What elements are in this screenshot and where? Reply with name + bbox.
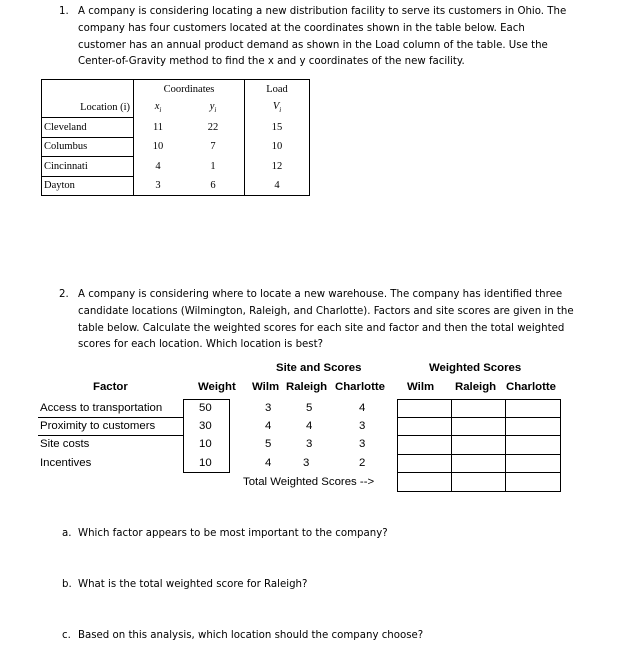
table-row-location: Cincinnati — [42, 157, 134, 177]
cell-x: 10 — [134, 137, 183, 157]
wilm-score: 4 — [265, 420, 272, 432]
cell-load: 10 — [245, 137, 310, 157]
cell-load: 15 — [245, 118, 310, 138]
weight-bottom-line — [183, 472, 230, 473]
factor-row-divider — [38, 417, 183, 418]
cell-x: 3 — [134, 176, 183, 196]
cell-x: 11 — [134, 118, 183, 138]
q1-line: customer has an annual product demand as shown in the Load column of the table. Use the — [78, 39, 548, 51]
subq-c-text: Based on this analysis, which location should the company choose? — [78, 630, 424, 641]
cell-y: 1 — [210, 160, 216, 172]
q1-text — [78, 4, 566, 71]
customer-table — [41, 79, 310, 196]
weighted-scores-header: Weighted Scores — [429, 362, 522, 374]
weighted-wilm-header: Wilm — [407, 381, 435, 393]
raleigh-score: 4 — [306, 420, 313, 432]
total-weighted-label: Total Weighted Scores --> — [243, 476, 375, 488]
raleigh-score: 3 — [306, 438, 313, 450]
q1-number: 1. — [59, 6, 69, 17]
wilm-header: Wilm — [252, 381, 280, 393]
cell-load: 4 — [245, 176, 310, 196]
weighted-row-divider — [397, 435, 561, 436]
weighted-col-divider — [505, 399, 506, 492]
weight-value: 30 — [199, 420, 212, 432]
weighted-row-divider — [397, 417, 561, 418]
subq-b-text: What is the total weighted score for Raleigh? — [78, 579, 308, 590]
q1-line: Center-of-Gravity method to find the x and y coordinates of the new facility. — [78, 56, 465, 68]
weight-header: Weight — [198, 381, 236, 393]
table-row-location: Columbus — [42, 137, 134, 157]
weighted-charlotte-header: Charlotte — [506, 381, 556, 393]
cell-y: 6 — [182, 176, 245, 196]
x-header: $x_i$ — [134, 99, 183, 118]
subq-a-text: Which factor appears to be most important to the company? — [78, 528, 388, 539]
raleigh-score: 3 — [303, 457, 310, 469]
load-header: Load — [245, 80, 310, 99]
cell-x: 4 — [134, 157, 183, 177]
weighted-col-divider — [451, 399, 452, 492]
weight-top-line — [183, 399, 230, 400]
weight-value: 50 — [199, 402, 212, 414]
table-row-location: Dayton — [42, 176, 134, 196]
weighted-raleigh-header: Raleigh — [455, 381, 497, 393]
weighted-row-divider — [397, 472, 561, 473]
q1-line: company has four customers located at the coordinates shown in the table below. Each — [78, 22, 525, 34]
cell-y: 22 — [207, 121, 219, 133]
q2-line: A company is considering where to locate a new warehouse. The company has identified three — [78, 289, 563, 300]
location-header: Location (i) — [42, 99, 134, 118]
charlotte-header: Charlotte — [335, 381, 385, 393]
factor-incentives: Incentives — [40, 457, 92, 469]
raleigh-score: 5 — [306, 402, 313, 414]
weight-value: 10 — [199, 457, 212, 469]
charlotte-score: 3 — [359, 420, 366, 432]
subq-a-letter: a. — [62, 528, 72, 539]
subq-b-letter: b. — [62, 579, 72, 590]
charlotte-score: 3 — [359, 438, 366, 450]
weight-value: 10 — [199, 438, 212, 450]
weighted-grid — [397, 399, 561, 492]
q2-number: 2. — [59, 289, 69, 300]
q1-line: A company is considering locating a new distribution facility to serve its customers in Ohio. The — [78, 6, 567, 17]
site-scores-header: Site and Scores — [276, 362, 362, 374]
q2-line: candidate locations (Wilmington, Raleigh, and Charlotte). Factors and site scores are given in the — [78, 305, 574, 317]
wilm-score: 4 — [265, 457, 272, 469]
factor-proximity: Proximity to customers — [40, 420, 156, 432]
charlotte-score: 2 — [359, 457, 366, 469]
cell-load: 12 — [245, 157, 310, 177]
q2-line: table below. Calculate the weighted scores for each site and factor and then the total weighted — [78, 322, 565, 334]
weight-left-line — [183, 399, 184, 473]
cell-y: 7 — [210, 141, 216, 153]
q2-line: scores for each location. Which location is best? — [78, 339, 324, 351]
coordinates-header: Coordinates — [134, 80, 245, 99]
charlotte-score: 4 — [359, 402, 366, 414]
factor-row-divider — [38, 435, 183, 436]
wilm-score: 5 — [265, 438, 272, 450]
factor-site-costs: Site costs — [40, 438, 90, 450]
factor-access: Access to transportation — [40, 402, 163, 414]
raleigh-header: Raleigh — [286, 381, 328, 393]
y-header: $y_i$ — [209, 101, 217, 115]
subq-c-letter: c. — [62, 630, 71, 641]
q2-text — [78, 287, 574, 354]
weighted-row-divider — [397, 454, 561, 455]
table-row-location: Cleveland — [42, 118, 134, 138]
wilm-score: 3 — [265, 402, 272, 414]
factor-header: Factor — [93, 381, 128, 393]
v-header: $V_i$ — [245, 99, 310, 118]
